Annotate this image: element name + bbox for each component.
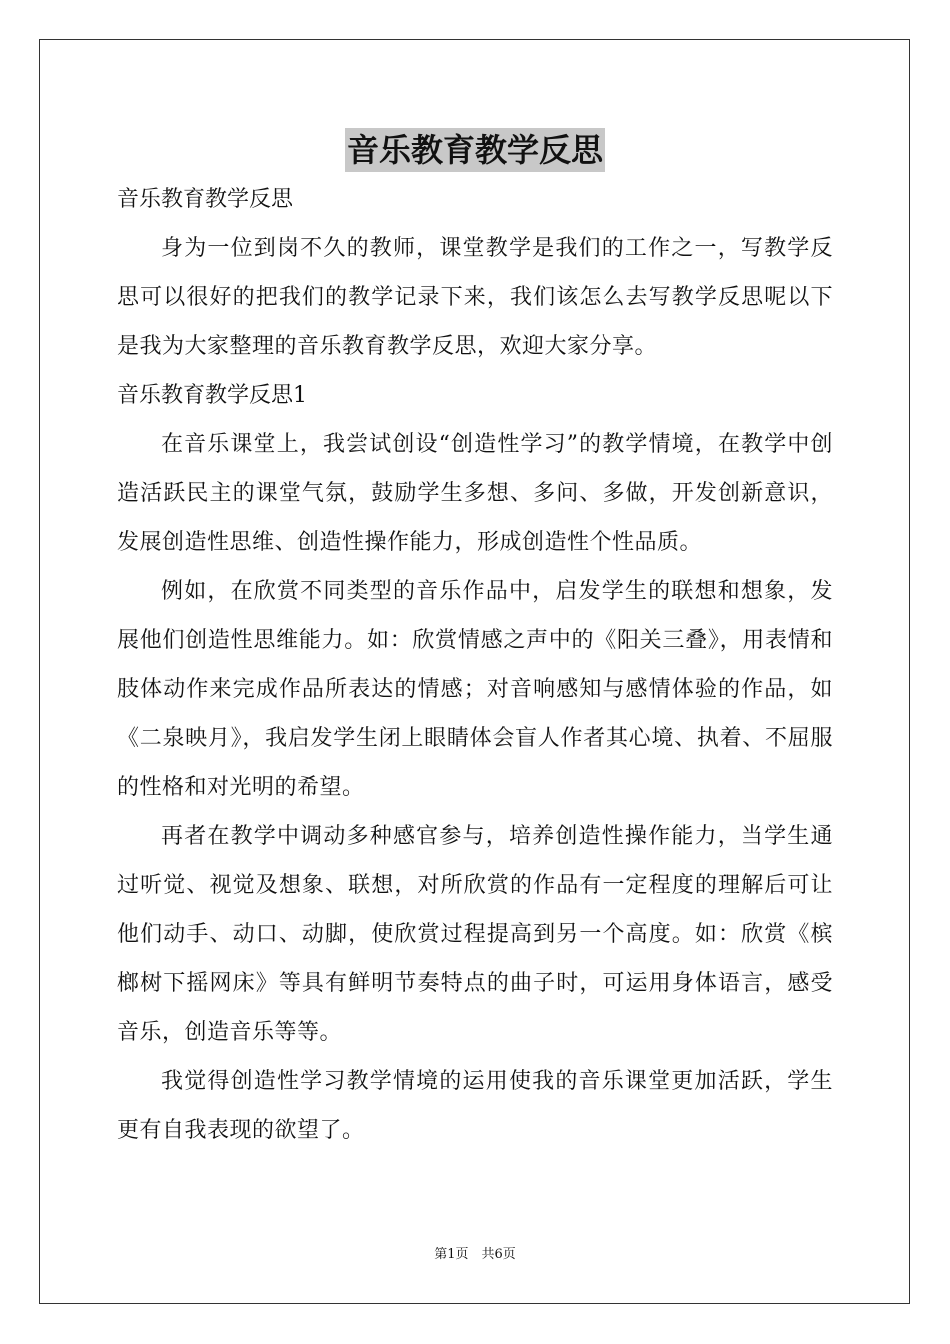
intro-paragraph: 身为一位到岗不久的教师，课堂教学是我们的工作之一，写教学反思可以很好的把我们的教学记录下来，我们该怎么去写教学反思呢以下是我为大家整理的音乐教育教学反思，欢迎大家分享。	[117, 236, 833, 359]
page-title: 音乐教育教学反思	[345, 128, 605, 172]
title-block	[0, 128, 950, 172]
body-paragraph: 例如，在欣赏不同类型的音乐作品中，启发学生的联想和想象，发展他们创造性思维能力。如：欣赏情感之声中的《阳关三叠》，用表情和肢体动作来完成作品所表达的情感；对音响感知与感情体验的作品，如《二泉映月》，我启发学生闭上眼睛体会盲人作者其心境、执着、不屈服的性格和对光明的希望。	[117, 579, 833, 800]
document-body	[117, 175, 833, 1155]
body-paragraph: 我觉得创造性学习教学情境的运用使我的音乐课堂更加活跃，学生更有自我表现的欲望了。	[117, 1069, 833, 1143]
body-paragraph: 再者在教学中调动多种感官参与，培养创造性操作能力，当学生通过听觉、视觉及想象、联想，对所欣赏的作品有一定程度的理解后可让他们动手、动口、动脚，使欣赏过程提高到另一个高度。如：欣赏《槟榔树下摇网床》等具有鲜明节奏特点的曲子时，可运用身体语言，感受音乐，创造音乐等等。	[117, 824, 833, 1045]
body-paragraph: 在音乐课堂上，我尝试创设“创造性学习”的教学情境，在教学中创造活跃民主的课堂气氛，鼓励学生多想、多问、多做，开发创新意识，发展创造性思维、创造性操作能力，形成创造性个性品质。	[117, 432, 833, 555]
document-subtitle: 音乐教育教学反思	[117, 187, 294, 212]
section-heading: 音乐教育教学反思1	[117, 383, 307, 408]
page-footer: 第1页 共6页	[434, 1247, 516, 1262]
